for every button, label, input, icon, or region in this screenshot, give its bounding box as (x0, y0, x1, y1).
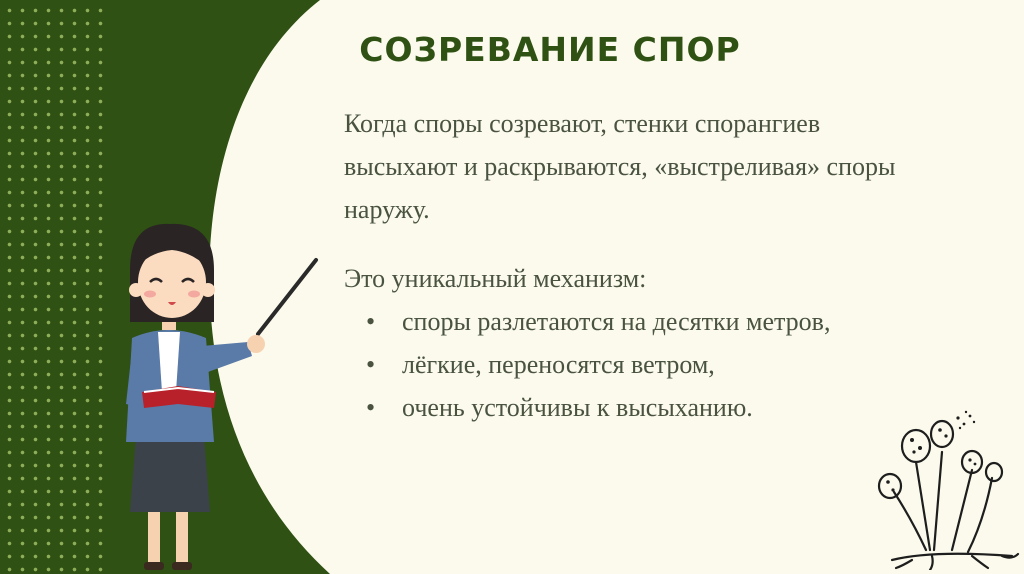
bullet-item: • очень устойчивы к высыханию. (366, 386, 1024, 429)
bullet-item: • лёгкие, переносятся ветром, (366, 343, 1024, 386)
teacher-illustration (110, 222, 330, 574)
fungus-illustration (872, 410, 1022, 570)
slide-body (344, 102, 1024, 429)
intro-line: Это уникальный механизм: (344, 264, 647, 293)
bullet-item: • споры разлетаются на десятки метров, (366, 300, 1024, 343)
slide-title: СОЗРЕВАНИЕ СПОР (359, 30, 741, 69)
main-paragraph: Когда споры созревают, стенки спорангиев высыхают и раскрываются, «выстреливая» споры наружу. (344, 109, 896, 224)
